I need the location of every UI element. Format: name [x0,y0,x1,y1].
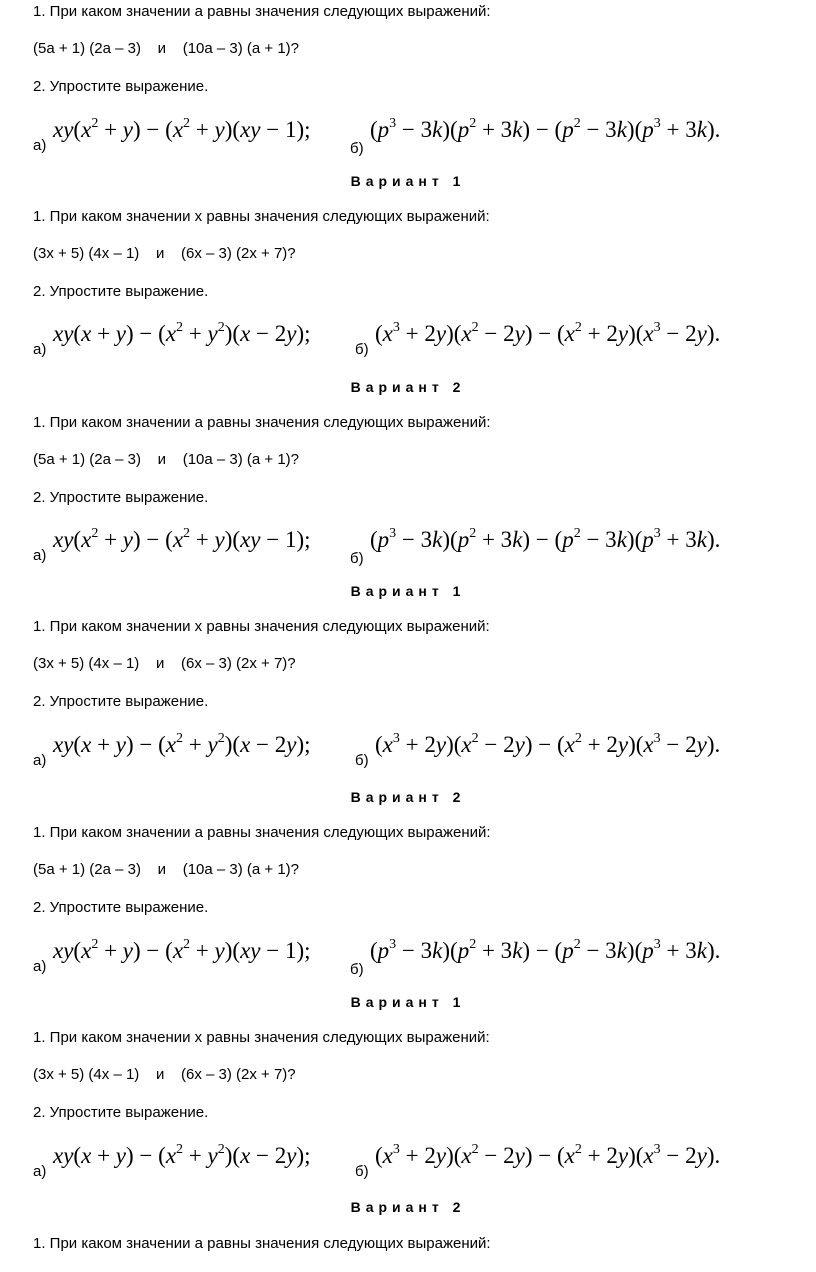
formula-b: $(x^3 + 2y)(x^2 - 2y) - (x^2 + 2y)(x^3 - 2y)$. [375,320,721,346]
question-1: 1. При каком значении a равны значения следующих выражений: [33,1235,491,1252]
formula-b: $(p^3 - 3k)(p^2 + 3k) - (p^2 - 3k)(p^3 + 3k)$. [370,116,721,142]
label-b: б) [355,1163,369,1180]
question-1-expressions: (5a + 1) (2a – 3) и (10a – 3) (a + 1)? [33,40,300,57]
formula-b: $(x^3 + 2y)(x^2 - 2y) - (x^2 + 2y)(x^3 - 2y)$. [375,731,721,757]
label-b: б) [355,341,369,358]
label-b: б) [350,550,364,567]
formula-a: $xy(x + y) - (x^2 + y^2)(x - 2y)$; [53,320,311,346]
variant-heading: Вариант 1 [350,583,466,599]
formula-a: $xy(x + y) - (x^2 + y^2)(x - 2y)$; [53,1142,311,1168]
label-a: а) [33,752,47,769]
variant-heading: Вариант 2 [350,789,466,805]
question-2: 2. Упростите выражение. [33,283,209,300]
question-1: 1. При каком значении a равны значения следующих выражений: [33,824,491,841]
formula-b: $(p^3 - 3k)(p^2 + 3k) - (p^2 - 3k)(p^3 + 3k)$. [370,937,721,963]
question-1: 1. При каком значении x равны значения следующих выражений: [33,1029,490,1046]
question-1-expressions: (3x + 5) (4x – 1) и (6x – 3) (2x + 7)? [33,245,296,262]
formula-a: $xy(x^2 + y) - (x^2 + y)(xy - 1)$; [53,526,311,552]
question-1-expressions: (5a + 1) (2a – 3) и (10a – 3) (a + 1)? [33,861,300,878]
label-b: б) [355,752,369,769]
variant-heading: Вариант 1 [350,994,466,1010]
formula-a: $xy(x^2 + y) - (x^2 + y)(xy - 1)$; [53,116,311,142]
label-a: а) [33,341,47,358]
question-2: 2. Упростите выражение. [33,1104,209,1121]
question-1-expressions: (5a + 1) (2a – 3) и (10a – 3) (a + 1)? [33,451,300,468]
variant-heading: Вариант 1 [350,173,466,189]
formula-b: $(p^3 - 3k)(p^2 + 3k) - (p^2 - 3k)(p^3 + 3k)$. [370,526,721,552]
question-1: 1. При каком значении a равны значения следующих выражений: [33,414,491,431]
question-1: 1. При каком значении x равны значения следующих выражений: [33,208,490,225]
label-a: а) [33,547,47,564]
variant-heading: Вариант 2 [350,379,466,395]
question-1-expressions: (3x + 5) (4x – 1) и (6x – 3) (2x + 7)? [33,655,296,672]
label-a: а) [33,137,47,154]
question-2: 2. Упростите выражение. [33,899,209,916]
label-b: б) [350,961,364,978]
question-1: 1. При каком значении x равны значения следующих выражений: [33,618,490,635]
formula-a: $xy(x + y) - (x^2 + y^2)(x - 2y)$; [53,731,311,757]
question-2: 2. Упростите выражение. [33,489,209,506]
formula-b: $(x^3 + 2y)(x^2 - 2y) - (x^2 + 2y)(x^3 - 2y)$. [375,1142,721,1168]
formula-a: $xy(x^2 + y) - (x^2 + y)(xy - 1)$; [53,937,311,963]
label-b: б) [350,140,364,157]
question-1-expressions: (3x + 5) (4x – 1) и (6x – 3) (2x + 7)? [33,1066,296,1083]
question-2: 2. Упростите выражение. [33,693,209,710]
label-a: а) [33,1163,47,1180]
label-a: а) [33,958,47,975]
question-2: 2. Упростите выражение. [33,78,209,95]
variant-heading: Вариант 2 [350,1199,466,1215]
question-1: 1. При каком значении a равны значения следующих выражений: [33,3,491,20]
